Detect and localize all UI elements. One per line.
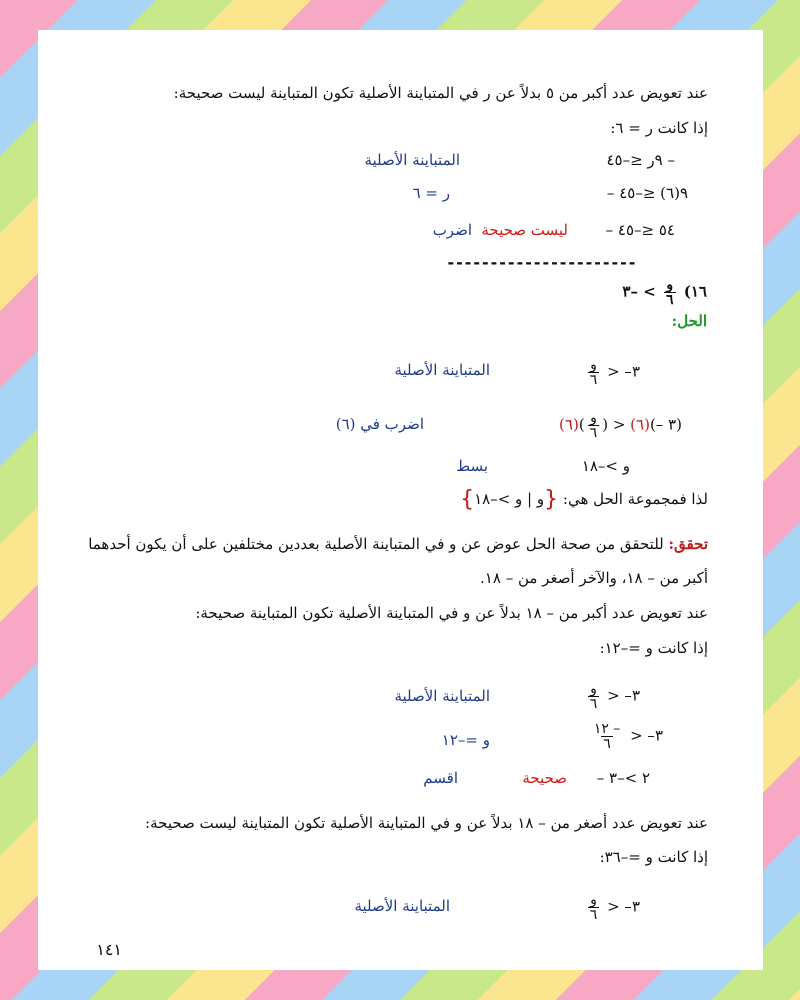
solution-label: الحل:: [671, 312, 707, 330]
step-note: بسط: [456, 457, 488, 475]
fraction: $\frac{\text{و}}{٦}$: [666, 277, 674, 308]
step-result: ليست صحيحة: [481, 221, 568, 239]
math-rest: ) >: [602, 415, 631, 434]
math-rest: > –٣: [607, 897, 640, 916]
question: [622, 278, 707, 307]
math-rest: > –٣: [607, 686, 640, 705]
step-note: و =–١٢: [441, 731, 490, 749]
math-rest: > –٣: [607, 362, 640, 381]
math-step: – ٩ر ≤–٤٥: [606, 151, 675, 169]
separator: ----------------------: [446, 253, 636, 272]
math-step: – ٥٤ ≤–٤٥: [605, 221, 675, 239]
check-label: تحقق:: [668, 535, 708, 553]
text-line: عند تعويض عدد أكبر من ٥ بدلاً عن ر في المتباينة الأصلية تكون المتباينة ليست صحيحة:: [173, 84, 708, 102]
fraction: $\frac{\text{و}}{٦}$: [589, 410, 598, 441]
solution-set-value: و | و >–١٨: [474, 490, 545, 508]
solution-set-label: لذا فمجموعة الحل هي:: [562, 490, 708, 508]
fraction: $\frac{\text{و}}{٦}$: [589, 681, 598, 712]
math-step: [585, 682, 640, 711]
text-line: إذا كانت و =–٣٦:: [599, 848, 708, 866]
math-step: [589, 722, 663, 751]
math-step: – ٢ >–٣: [596, 769, 650, 787]
step-note: ر = ٦: [412, 184, 450, 202]
text-line: عند تعويض عدد أكبر من – ١٨ بدلاً عن و في المتباينة الأصلية تكون المتباينة صحيحة:: [195, 604, 708, 622]
step-note: المتباينة الأصلية: [394, 361, 490, 379]
math-step: و >–١٨: [581, 457, 630, 475]
math-step: – ٩(٦) ≤–٤٥: [606, 184, 688, 202]
step-note: اقسم: [423, 769, 458, 787]
step-note: اضرب: [432, 221, 472, 239]
check-paragraph: تحقق: للتحقق من صحة الحل عوض عن و في المتباينة الأصلية بعددين مختلفين على أن يكون أحدهما: [88, 535, 708, 553]
math-rest: (– ٣): [649, 415, 682, 434]
step-note: المتباينة الأصلية: [364, 151, 460, 169]
step-note: اضرب في (٦): [335, 415, 424, 433]
fraction: $\frac{- ١٢}{٦}$: [593, 721, 621, 752]
text-line: أكبر من – ١٨، والآخر أصغر من – ١٨.: [480, 569, 708, 587]
question-number: ١٦): [683, 282, 707, 301]
math-rest: > –٣: [630, 726, 663, 745]
solution-set: لذا فمجموعة الحل هي: {و | و >–١٨}: [460, 487, 708, 512]
multiplier: (٦): [559, 415, 579, 434]
fraction: $\frac{\text{و}}{٦}$: [589, 357, 598, 388]
question-rest: > –٣: [622, 282, 656, 301]
text-line: إذا كانت و =–١٢:: [599, 639, 708, 657]
step-note: المتباينة الأصلية: [394, 687, 490, 705]
text-line: عند تعويض عدد أصغر من – ١٨ بدلاً عن و في المتباينة الأصلية تكون المتباينة ليست صحيحة:: [145, 814, 708, 832]
step-result: صحيحة: [522, 769, 567, 787]
multiplier: (٦): [630, 415, 650, 434]
fraction: $\frac{\text{و}}{٦}$: [589, 892, 598, 923]
text-line: إذا كانت ر = ٦:: [610, 119, 708, 137]
math-step: (٦)( $\frac{\text{و}}{٦}$ ) > (٦)(– ٣): [559, 410, 682, 441]
math-step: [585, 358, 640, 387]
math-step: [585, 893, 640, 922]
step-note: المتباينة الأصلية: [354, 897, 450, 915]
page-number: ١٤١: [96, 940, 122, 959]
